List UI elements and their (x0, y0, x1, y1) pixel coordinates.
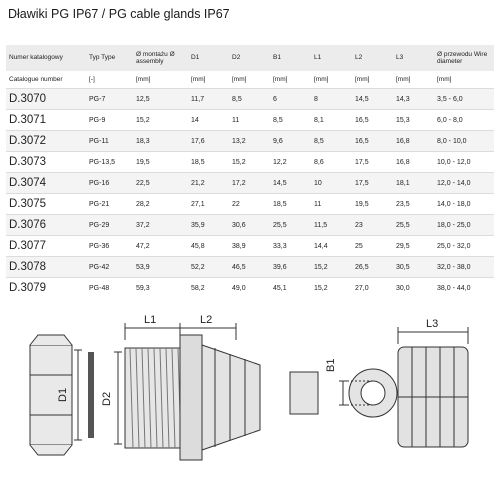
table-cell: PG-7 (86, 89, 133, 110)
catalogue-number-cell: D.3071 (6, 110, 86, 131)
table-cell: 11,5 (311, 215, 352, 236)
table-cell: 52,2 (188, 257, 229, 278)
table-cell: 10,0 - 12,0 (434, 152, 494, 173)
catalogue-number-cell: D.3070 (6, 89, 86, 110)
table-cell: PG-9 (86, 110, 133, 131)
header-cell: L2 (352, 45, 393, 71)
table-cell: 25,5 (393, 215, 434, 236)
header-cell: D2 (229, 45, 270, 71)
d2-dimension (114, 352, 122, 444)
seal-front-view (349, 369, 397, 417)
header-cell: Ø przewodu Wire diameter (434, 45, 494, 71)
table-row (6, 131, 494, 152)
table-cell: 14,5 (270, 173, 311, 194)
table-cell: PG-11 (86, 131, 133, 152)
table-cell: 49,0 (229, 278, 270, 299)
catalogue-number-cell: D.3073 (6, 152, 86, 173)
table-cell: 26,5 (352, 257, 393, 278)
table-cell: 22,5 (133, 173, 188, 194)
table-cell: 25 (352, 236, 393, 257)
table-cell: 25,0 - 32,0 (434, 236, 494, 257)
header-cell: B1 (270, 45, 311, 71)
table-cell: 17,2 (229, 173, 270, 194)
table-cell: 28,2 (133, 194, 188, 215)
table-cell: 8,0 - 10,0 (434, 131, 494, 152)
table-cell: 18,3 (133, 131, 188, 152)
table-row (6, 278, 494, 299)
table-cell: 11 (229, 110, 270, 131)
table-cell: 19,5 (352, 194, 393, 215)
table-header-row (6, 45, 494, 71)
table-cell: 15,3 (393, 110, 434, 131)
catalogue-number-cell: D.3079 (6, 278, 86, 299)
table-cell: 18,5 (270, 194, 311, 215)
table-cell: 15,2 (133, 110, 188, 131)
table-cell: 21,2 (188, 173, 229, 194)
table-row (6, 194, 494, 215)
table-cell: PG-16 (86, 173, 133, 194)
table-cell: 8,1 (311, 110, 352, 131)
header-cell: Ø montażu Ø assembly (133, 45, 188, 71)
table-cell: 16,8 (393, 131, 434, 152)
header-cell: Typ Type (86, 45, 133, 71)
table-cell: 17,6 (188, 131, 229, 152)
table-cell: 3,5 - 6,0 (434, 89, 494, 110)
catalogue-number-cell: D.3078 (6, 257, 86, 278)
table-cell: 6,0 - 8,0 (434, 110, 494, 131)
seal-ring (88, 352, 94, 438)
table-cell: 12,5 (133, 89, 188, 110)
table-row (6, 110, 494, 131)
table-cell: 8,5 (229, 89, 270, 110)
table-cell: 33,3 (270, 236, 311, 257)
rubber-insert (290, 372, 318, 414)
unit-cell: [mm] (232, 76, 247, 83)
table-cell: 29,5 (393, 236, 434, 257)
table-cell: 16,5 (352, 131, 393, 152)
table-cell: PG-42 (86, 257, 133, 278)
table-cell: 11 (311, 194, 352, 215)
table-cell: 14 (188, 110, 229, 131)
table-cell: 23 (352, 215, 393, 236)
table-cell: 18,0 - 25,0 (434, 215, 494, 236)
table-cell: 8,5 (270, 110, 311, 131)
l3-label: L3 (426, 318, 439, 330)
table-row (6, 257, 494, 278)
table-cell: 12,0 - 14,0 (434, 173, 494, 194)
unit-cell: [mm] (273, 76, 288, 83)
table-cell: 38,0 - 44,0 (434, 278, 494, 299)
table-cell: 46,5 (229, 257, 270, 278)
table-cell: PG-36 (86, 236, 133, 257)
table-cell: 18,1 (393, 173, 434, 194)
table-cell: 37,2 (133, 215, 188, 236)
unit-cell: [mm] (437, 76, 452, 83)
unit-cell: [mm] (191, 76, 206, 83)
l2-label: L2 (200, 314, 213, 326)
table-units-row (6, 71, 494, 89)
table-cell: PG-29 (86, 215, 133, 236)
d2-label: D2 (101, 391, 113, 406)
table-cell: 30,6 (229, 215, 270, 236)
table-cell: 45,8 (188, 236, 229, 257)
table-cell: 19,5 (133, 152, 188, 173)
table-cell: 23,5 (393, 194, 434, 215)
table-cell: 9,6 (270, 131, 311, 152)
table-cell: 59,3 (133, 278, 188, 299)
table-cell: 38,9 (229, 236, 270, 257)
unit-cell: [mm] (314, 76, 329, 83)
table-cell: 14,0 - 18,0 (434, 194, 494, 215)
unit-cell: [mm] (136, 76, 151, 83)
table-cell: 17,5 (352, 173, 393, 194)
table-cell: 35,9 (188, 215, 229, 236)
table-cell: 14,4 (311, 236, 352, 257)
table-cell: 17,5 (352, 152, 393, 173)
header-cell: Numer katalogowy (6, 45, 86, 71)
table-cell: 15,2 (229, 152, 270, 173)
header-cell: L1 (311, 45, 352, 71)
table-row (6, 152, 494, 173)
catalogue-number-cell: D.3077 (6, 236, 86, 257)
table-cell: 14,3 (393, 89, 434, 110)
catalogue-number-cell: D.3075 (6, 194, 86, 215)
table-cell: 14,5 (352, 89, 393, 110)
l1-label: L1 (144, 314, 157, 326)
table-cell: PG-21 (86, 194, 133, 215)
catalogue-number-cell: D.3074 (6, 173, 86, 194)
table-cell: 32,0 - 38,0 (434, 257, 494, 278)
table-cell: 27,0 (352, 278, 393, 299)
unit-cell: [-] (89, 76, 95, 83)
table-cell: 27,1 (188, 194, 229, 215)
cable-gland-table (6, 45, 494, 298)
unit-cell: [mm] (396, 76, 411, 83)
technical-drawing (0, 310, 500, 500)
table-cell: 10 (311, 173, 352, 194)
b1-label: B1 (325, 358, 337, 372)
table-cell: PG-13,5 (86, 152, 133, 173)
table-cell: 6 (270, 89, 311, 110)
table-cell: 13,2 (229, 131, 270, 152)
table-cell: 16,5 (352, 110, 393, 131)
table-row (6, 236, 494, 257)
page-title: Dławiki PG IP67 / PG cable glands IP67 (8, 7, 230, 21)
table-cell: 15,2 (311, 278, 352, 299)
table-cell: 22 (229, 194, 270, 215)
table-cell: 8 (311, 89, 352, 110)
table-cell: 30,5 (393, 257, 434, 278)
d1-dimension (74, 350, 82, 440)
table-cell: 39,6 (270, 257, 311, 278)
table-cell: 18,5 (188, 152, 229, 173)
table-cell: PG-48 (86, 278, 133, 299)
header-cell: L3 (393, 45, 434, 71)
table-cell: 53,9 (133, 257, 188, 278)
unit-cell: [mm] (355, 76, 370, 83)
table-cell: 16,8 (393, 152, 434, 173)
table-cell: 8,5 (311, 131, 352, 152)
unit-cell: Catalogue number (9, 76, 63, 83)
table-cell: 45,1 (270, 278, 311, 299)
table-cell: 47,2 (133, 236, 188, 257)
table-body (6, 89, 494, 299)
table-cell: 15,2 (311, 257, 352, 278)
header-cell: D1 (188, 45, 229, 71)
table-row (6, 215, 494, 236)
gland-side-view (125, 335, 260, 460)
table-row (6, 89, 494, 110)
gland-assembled-view (398, 347, 468, 447)
table-row (6, 173, 494, 194)
d1-label: D1 (57, 387, 69, 402)
table-cell: 25,5 (270, 215, 311, 236)
catalogue-number-cell: D.3076 (6, 215, 86, 236)
table-cell: 11,7 (188, 89, 229, 110)
table-cell: 58,2 (188, 278, 229, 299)
table-cell: 8,6 (311, 152, 352, 173)
table-cell: 12,2 (270, 152, 311, 173)
table-cell: 30,0 (393, 278, 434, 299)
catalogue-number-cell: D.3072 (6, 131, 86, 152)
